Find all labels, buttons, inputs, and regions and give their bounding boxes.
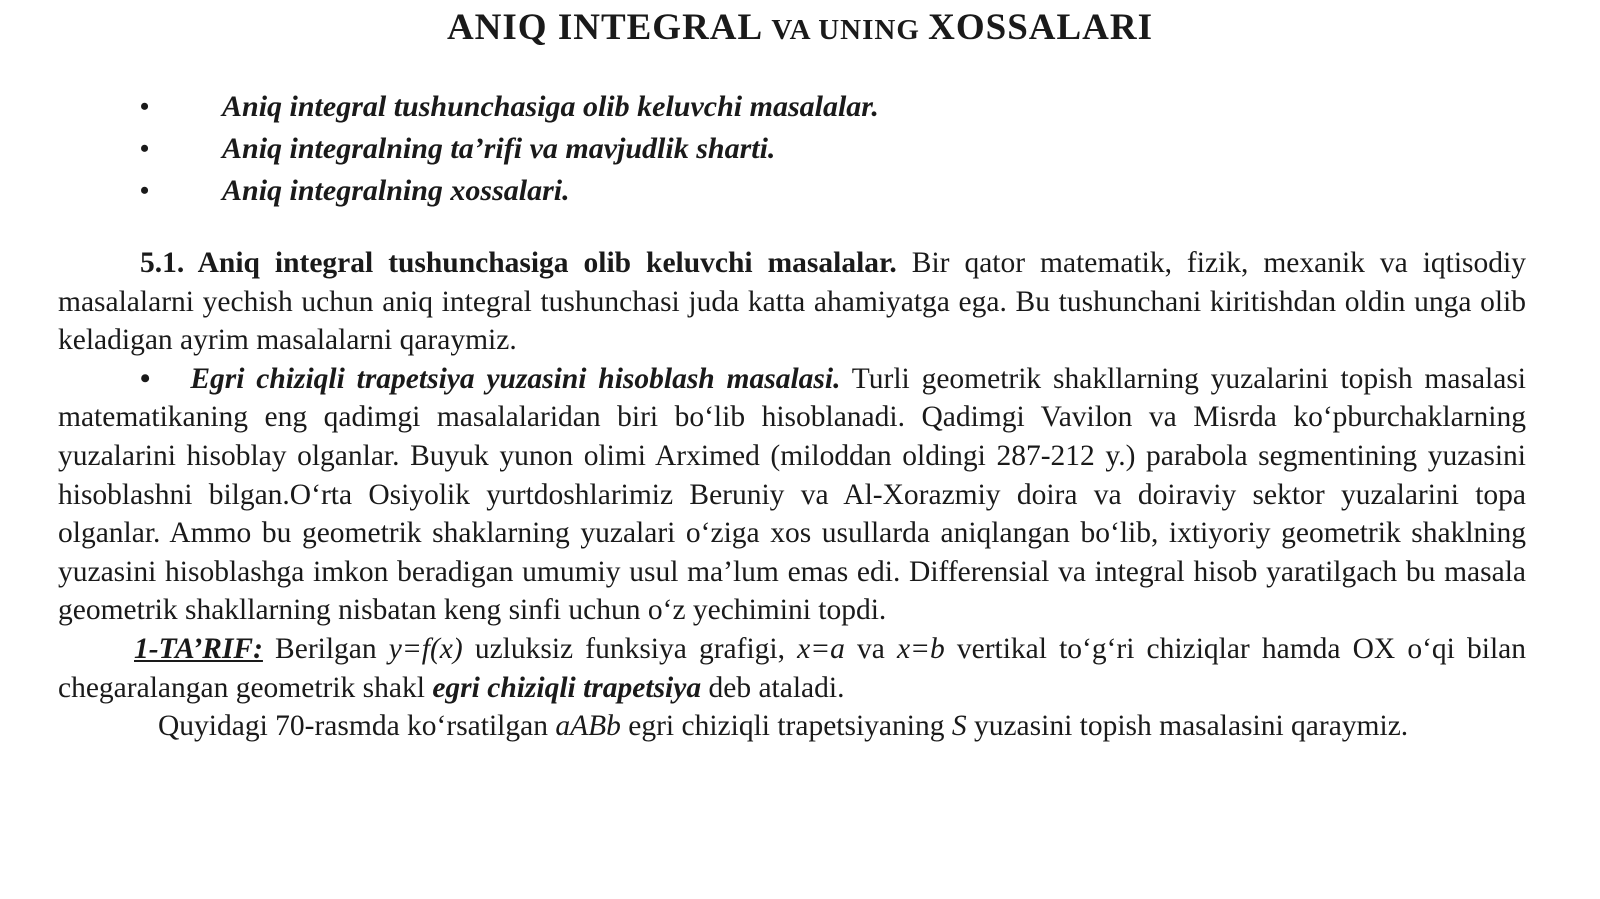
section-paragraph	[58, 244, 1526, 360]
outline-item-text: Aniq integralning ta’rifi va mavjudlik sharti.	[222, 132, 776, 165]
line-x-b: x=b	[896, 632, 945, 665]
definition-text: vertikal to‘g‘ri chiziqlar hamda OX o‘qi bilan chegaralangan geometrik shakl	[58, 632, 1526, 704]
title-part-2: VA UNING	[771, 14, 929, 46]
line-x-a: x=a	[797, 632, 845, 665]
outline-item-text: Aniq integral tushunchasiga olib keluvchi masalalar.	[222, 90, 879, 123]
problem-text: Turli geometrik shakllarning yuzalarini topish masalasi matematikaning eng qadimgi masalalaridan biri bo‘lib hisoblanadi. Qadimgi Vavilon va Misrda ko‘pburchaklarning yuzalarini hisoblay olganlar. Buyuk yunon olimi Arximed (miloddan oldingi 287-212 y.) parabola segmentining yuzasini hisoblashni bilgan.O‘rta Osiyolik yurtdoshlarimiz Beruniy va Al-Xorazmiy doira va doiraviy sektor yuzalarini topa olganlar. Ammo bu geometrik shaklarning yuzalari o‘ziga xos usullarda aniqlangan bo‘lib, ixtiyoriy geometrik shaklning yuzasini hisoblashga imkon beradigan umumiy usul ma’lum emas edi. Differensial va integral hisob yaratilgach bu masala geometrik shakllarning nisbatan keng sinfi uchun o‘z yechimini topdi.	[58, 362, 1527, 627]
definition-text: deb ataladi.	[701, 671, 845, 704]
definition-text: Berilgan	[262, 632, 389, 665]
title-part-3: XOSSALARI	[928, 7, 1154, 48]
section-intro: Bir qator matematik, fizik, mexanik va iqtisodiy masalalarni yechish uchun aniq integral tushunchasi juda katta ahamiyatga ega. Bu tushunchani kiritishdan oldin unga olib keladigan ayrim masalalarni qaraymiz.	[58, 247, 1526, 357]
title-part-1: ANIQ INTEGRAL	[446, 7, 772, 48]
figure-name: aABb	[555, 710, 621, 743]
section-heading: 5.1. Aniq integral tushunchasiga olib keluvchi masalalar.	[140, 247, 897, 279]
function-expression: y=f(x)	[388, 632, 463, 665]
definition-text: uzluksiz funksiya grafigi,	[462, 632, 798, 665]
bullet-icon: •	[140, 134, 150, 163]
problem-paragraph	[58, 360, 1526, 630]
definition-label: 1-TA’RIF:	[134, 632, 263, 665]
closing-text: Quyidagi 70-rasmda ko‘rsatilgan	[158, 710, 556, 743]
closing-text: egri chiziqli trapetsiyaning	[620, 710, 952, 743]
body-text	[58, 244, 1526, 746]
area-symbol: S	[951, 710, 967, 743]
definition-text: va	[844, 632, 897, 665]
defined-term: egri chiziqli trapetsiya	[432, 671, 702, 704]
bullet-icon: •	[140, 176, 150, 205]
problem-title: Egri chiziqli trapetsiya yuzasini hisoblash masalasi.	[190, 362, 841, 395]
page-title	[0, 6, 1600, 49]
closing-text: yuzasini topish masalasini qaraymiz.	[966, 710, 1409, 743]
bullet-icon: •	[140, 92, 150, 121]
closing-paragraph	[58, 707, 1526, 746]
bullet-icon: •	[140, 362, 151, 395]
outline-item-text: Aniq integralning xossalari.	[222, 174, 570, 207]
definition-paragraph	[58, 630, 1526, 707]
